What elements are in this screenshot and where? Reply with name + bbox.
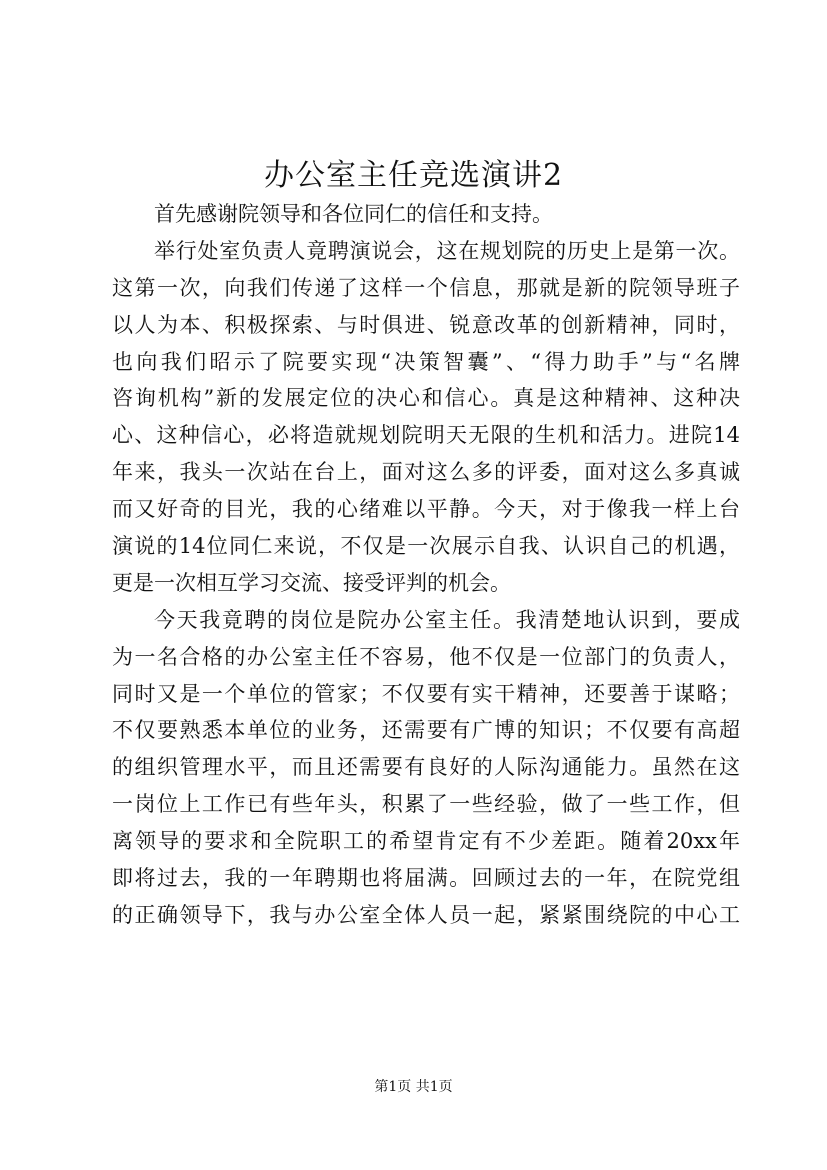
text-line: 举行处室负责人竟聘演说会，这在规划院的历史上是第一次。	[154, 238, 740, 263]
text-line: 一岗位上工作已有些年头，积累了一些经验，做了一些工作，但	[112, 792, 740, 817]
text-line: 即将过去，我的一年聘期也将届满。回顾过去的一年，在院党组	[112, 866, 740, 891]
page-footer: 第1页 共1页	[374, 1079, 453, 1095]
text-line: 同时又是一个单位的管家；不仅要有实干精神，还要善于谋略；	[112, 681, 740, 706]
text-line: 首先感谢院领导和各位同仁的信任和支持。	[154, 202, 553, 226]
text-line: 的组织管理水平，而且还需要有良好的人际沟通能力。虽然在这	[112, 755, 740, 780]
text-line: 为一名合格的办公室主任不容易，他不仅是一位部门的负责人，	[112, 644, 740, 669]
document-body	[112, 196, 740, 934]
text-line: 演说的14位同仁来说，不仅是一次展示自我、认识自己的机遇，	[112, 534, 740, 559]
text-line: 以人为本、积极探索、与时俱进、锐意改革的创新精神，同时，	[112, 312, 740, 337]
text-line: 也向我们昭示了院要实现“决策智囊”、“得力助手”与“名牌	[112, 349, 740, 374]
text-line: 咨询机构”新的发展定位的决心和信心。真是这种精神、这种决	[112, 386, 740, 411]
text-line: 而又好奇的目光，我的心绪难以平静。今天，对于像我一样上台	[112, 497, 740, 522]
text-line: 心、这种信心，必将造就规划院明天无限的生机和活力。进院14	[112, 423, 740, 448]
text-line: 今天我竟聘的岗位是院办公室主任。我清楚地认识到，要成	[154, 607, 740, 632]
text-line: 离领导的要求和全院职工的希望肯定有不少差距。随着20xx年	[112, 829, 740, 854]
text-line: 的正确领导下，我与办公室全体人员一起，紧紧围绕院的中心工	[112, 902, 740, 927]
document-title: 办公室主任竞选演讲2	[263, 158, 564, 193]
text-line: 更是一次相互学习交流、接受评判的机会。	[112, 570, 511, 595]
text-line: 年来，我头一次站在台上，面对这么多的评委，面对这么多真诚	[112, 460, 740, 485]
text-line: 不仅要熟悉本单位的业务，还需要有广博的知识；不仅要有高超	[112, 718, 740, 743]
text-line: 这第一次，向我们传递了这样一个信息，那就是新的院领导班子	[112, 275, 740, 300]
